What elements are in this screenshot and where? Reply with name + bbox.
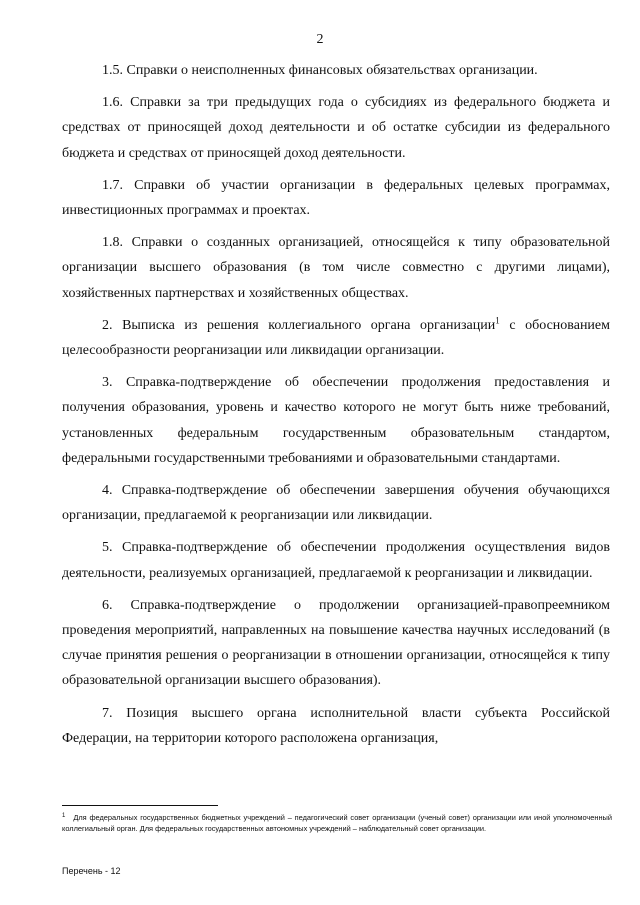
paragraph-1-7: 1.7. Справки об участии организации в федеральных целевых программах, инвестиционных программах и проектах. (62, 177, 610, 219)
paragraph-1-5: 1.5. Справки о неисполненных финансовых обязательствах организации. (102, 63, 538, 78)
paragraph-7: 7. Позиция высшего органа исполнительной власти субъекта Российской Федерации, на территории которого расположена организация, (62, 705, 610, 746)
paragraph-6: 6. Справка-подтверждение о продолжении организацией-правопреемником проведения мероприятий, направленных на повышение качества научных исследований (в случае принятия решения о реорганизации в отношении организации, относящейся к типу образовательной организации высшего образования). (62, 597, 610, 689)
footnote-reference-marker: 1 (495, 315, 500, 326)
paragraph-2-text-end: с обоснованием целесообразности реорганизации или ликвидации организации. (62, 317, 610, 359)
page-number: 2 (316, 32, 324, 47)
paragraph-5: 5. Справка-подтверждение об обеспечении продолжения осуществления видов деятельности, реализуемых организацией, предлагаемой к реорганизации и ликвидации. (62, 540, 610, 581)
document-footer-label: Перечень - 12 (62, 866, 121, 876)
footnote-marker: 1 (62, 812, 66, 819)
footnote-divider (62, 805, 218, 806)
footnote-text: Для федеральных государственных бюджетных учреждений – педагогический совет организации (ученый совет) организации или иной уполномоченный коллегиальный орган. Для федеральных государственных автономных учреждений – наблюдательный совет организации. (62, 813, 612, 833)
paragraph-4: 4. Справка-подтверждение об обеспечении завершения обучения обучающихся организации, предлагаемой к реорганизации или ликвидации. (62, 483, 610, 524)
paragraph-1-6: 1.6. Справки за три предыдущих года о субсидиях из федерального бюджета и средствах от приносящей доход деятельности и об остатке субсидии из федерального бюджета и средствах от приносящей доход деятельности. (62, 95, 610, 161)
paragraph-2-text-start: 2. Выписка из решения коллегиального органа организации (102, 317, 496, 333)
paragraph-3: 3. Справка-подтверждение об обеспечении продолжения предоставления и получения образования, уровень и качество которого не могут быть ниже требований, установленных федеральным государственным образовательным стандартом, федеральными государственными требованиями и образовательными стандартами. (62, 375, 610, 466)
footnote (62, 812, 612, 834)
document-body (62, 58, 610, 758)
paragraph-1-8: 1.8. Справки о созданных организацией, относящейся к типу образовательной организации высшего образования (в том числе совместно с другими лицами), хозяйственных партнерствах и хозяйственных обществах. (62, 235, 610, 301)
paragraph-2 (62, 313, 610, 363)
